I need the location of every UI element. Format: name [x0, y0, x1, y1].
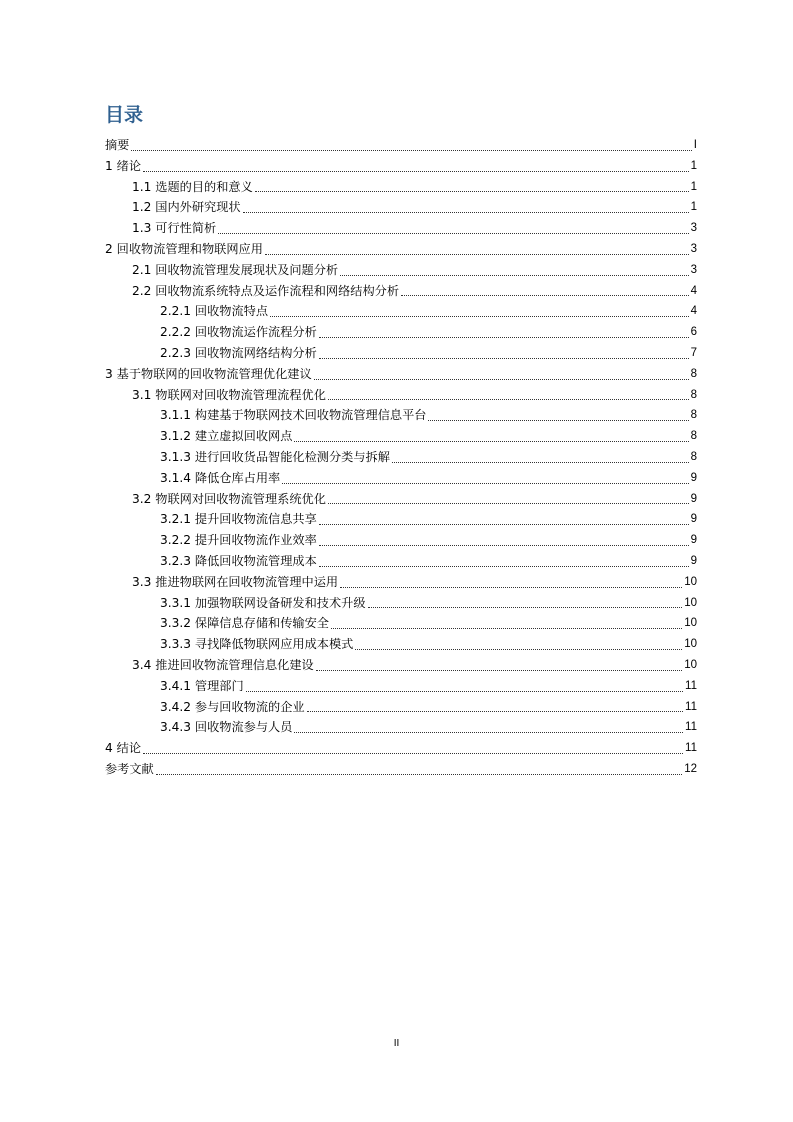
dot-leader: [218, 232, 688, 234]
toc-entry-page: 1: [690, 159, 697, 172]
dot-leader: [143, 170, 689, 172]
dot-leader: [319, 357, 689, 359]
dot-leader: [265, 253, 689, 255]
toc-entry[interactable]: [105, 634, 697, 655]
toc-entry-label: 3.4.1 管理部门: [160, 678, 244, 693]
toc-entry-page: I: [693, 139, 697, 151]
toc-entry[interactable]: [105, 405, 697, 426]
toc-entry-page: 10: [684, 638, 697, 651]
toc-entry-label: 3.4 推进回收物流管理信息化建设: [132, 657, 314, 672]
toc-entry[interactable]: [105, 717, 697, 738]
dot-leader: [282, 482, 688, 484]
dot-leader: [243, 211, 689, 213]
toc-entry-label: 参考文献: [105, 761, 154, 776]
toc-entry[interactable]: [105, 156, 697, 177]
toc-entry[interactable]: [105, 509, 697, 530]
dot-leader: [270, 315, 689, 317]
toc-entry[interactable]: [105, 260, 697, 281]
dot-leader: [319, 565, 689, 567]
toc-entry[interactable]: [105, 489, 697, 510]
toc-entry-label: 2.2.3 回收物流网络结构分析: [160, 345, 317, 360]
dot-leader: [131, 149, 691, 151]
toc-entry[interactable]: [105, 385, 697, 406]
toc-entry-page: 9: [690, 513, 697, 526]
toc-entry[interactable]: [105, 530, 697, 551]
dot-leader: [355, 648, 682, 650]
table-of-contents: [105, 135, 697, 780]
toc-entry[interactable]: [105, 551, 697, 572]
toc-entry-page: 8: [690, 450, 697, 463]
toc-entry-label: 3.2.2 提升回收物流作业效率: [160, 533, 317, 548]
toc-entry[interactable]: [105, 135, 697, 156]
toc-entry-page: 12: [684, 762, 697, 775]
toc-entry-page: 10: [684, 575, 697, 588]
toc-entry-page: 9: [690, 554, 697, 567]
dot-leader: [392, 461, 689, 463]
toc-entry-label: 2.1 回收物流管理发展现状及问题分析: [132, 262, 339, 277]
toc-entry-label: 3.3 推进物联网在回收物流管理中运用: [132, 574, 339, 589]
dot-leader: [401, 294, 689, 296]
dot-leader: [328, 398, 689, 400]
toc-entry-label: 2 回收物流管理和物联网应用: [105, 241, 263, 256]
dot-leader: [294, 731, 683, 733]
toc-entry-label: 3.4.2 参与回收物流的企业: [160, 699, 305, 714]
dot-leader: [428, 419, 688, 421]
toc-entry-page: 9: [690, 471, 697, 484]
toc-entry-label: 3.3.2 保障信息存储和传输安全: [160, 616, 329, 631]
page-number-footer: II: [393, 1038, 400, 1049]
dot-leader: [328, 502, 689, 504]
toc-entry[interactable]: [105, 301, 697, 322]
dot-leader: [246, 690, 683, 692]
toc-entry-page: 9: [690, 492, 697, 505]
toc-entry[interactable]: [105, 281, 697, 302]
toc-entry-page: 8: [690, 367, 697, 380]
toc-entry[interactable]: [105, 177, 697, 198]
toc-entry[interactable]: [105, 572, 697, 593]
toc-entry[interactable]: [105, 218, 697, 239]
toc-entry-page: 10: [684, 617, 697, 630]
toc-entry-label: 3.1 物联网对回收物流管理流程优化: [132, 387, 326, 402]
toc-entry-label: 1 绪论: [105, 158, 142, 173]
toc-entry[interactable]: [105, 364, 697, 385]
toc-entry[interactable]: [105, 426, 697, 447]
toc-entry[interactable]: [105, 676, 697, 697]
toc-entry[interactable]: [105, 613, 697, 634]
toc-entry-label: 1.3 可行性简析: [132, 221, 217, 236]
dot-leader: [319, 336, 689, 338]
toc-entry-label: 2.2.1 回收物流特点: [160, 304, 269, 319]
toc-entry-page: 11: [685, 721, 697, 734]
toc-entry-label: 3.3.3 寻找降低物联网应用成本模式: [160, 637, 354, 652]
toc-entry-page: 9: [690, 534, 697, 547]
dot-leader: [340, 274, 689, 276]
dot-leader: [340, 586, 682, 588]
toc-entry-page: 8: [690, 409, 697, 422]
dot-leader: [319, 523, 689, 525]
toc-entry-label: 3.4.3 回收物流参与人员: [160, 720, 293, 735]
toc-entry-page: 1: [690, 180, 697, 193]
dot-leader: [331, 627, 682, 629]
toc-entry-label: 3.2.1 提升回收物流信息共享: [160, 512, 317, 527]
toc-entry-page: 3: [690, 263, 697, 276]
toc-entry-label: 3.2.3 降低回收物流管理成本: [160, 553, 317, 568]
toc-entry[interactable]: [105, 655, 697, 676]
toc-entry[interactable]: [105, 322, 697, 343]
toc-entry[interactable]: [105, 239, 697, 260]
dot-leader: [307, 710, 683, 712]
toc-entry-page: 8: [690, 388, 697, 401]
toc-entry-label: 3.1.4 降低仓库占用率: [160, 470, 281, 485]
toc-entry-page: 10: [684, 596, 697, 609]
toc-entry-page: 8: [690, 430, 697, 443]
toc-entry-label: 3 基于物联网的回收物流管理优化建议: [105, 366, 312, 381]
dot-leader: [156, 773, 682, 775]
toc-entry-page: 6: [690, 326, 697, 339]
toc-entry-page: 11: [685, 700, 697, 713]
toc-entry[interactable]: [105, 738, 697, 759]
toc-entry-page: 4: [690, 305, 697, 318]
toc-entry-label: 摘要: [105, 138, 130, 152]
dot-leader: [368, 606, 683, 608]
toc-entry[interactable]: [105, 197, 697, 218]
dot-leader: [294, 440, 688, 442]
toc-title: 目录: [105, 104, 144, 126]
toc-entry-label: 4 结论: [105, 741, 142, 756]
toc-entry-page: 3: [690, 242, 697, 255]
toc-entry-label: 3.1.2 建立虚拟回收网点: [160, 429, 293, 444]
toc-entry[interactable]: [105, 759, 697, 780]
toc-entry-label: 3.2 物联网对回收物流管理系统优化: [132, 491, 326, 506]
dot-leader: [319, 544, 689, 546]
dot-leader: [316, 669, 683, 671]
toc-entry-label: 3.1.3 进行回收货品智能化检测分类与拆解: [160, 449, 390, 464]
toc-entry-label: 2.2 回收物流系统特点及运作流程和网络结构分析: [132, 283, 400, 298]
toc-entry-label: 1.1 选题的目的和意义: [132, 179, 253, 194]
toc-entry-page: 7: [690, 346, 697, 359]
toc-entry[interactable]: [105, 593, 697, 614]
toc-entry-label: 1.2 国内外研究现状: [132, 200, 241, 215]
dot-leader: [143, 752, 683, 754]
toc-entry-page: 4: [690, 284, 697, 297]
toc-entry-label: 2.2.2 回收物流运作流程分析: [160, 325, 317, 340]
dot-leader: [255, 190, 689, 192]
toc-entry[interactable]: [105, 697, 697, 718]
toc-entry-page: 1: [690, 201, 697, 214]
toc-entry-page: 3: [690, 222, 697, 235]
toc-entry[interactable]: [105, 468, 697, 489]
toc-entry-page: 11: [685, 742, 697, 755]
dot-leader: [314, 378, 689, 380]
toc-entry[interactable]: [105, 343, 697, 364]
toc-entry-page: 10: [684, 658, 697, 671]
toc-entry[interactable]: [105, 447, 697, 468]
toc-entry-label: 3.1.1 构建基于物联网技术回收物流管理信息平台: [160, 408, 427, 423]
toc-entry-label: 3.3.1 加强物联网设备研发和技术升级: [160, 595, 366, 610]
toc-entry-page: 11: [685, 679, 697, 692]
